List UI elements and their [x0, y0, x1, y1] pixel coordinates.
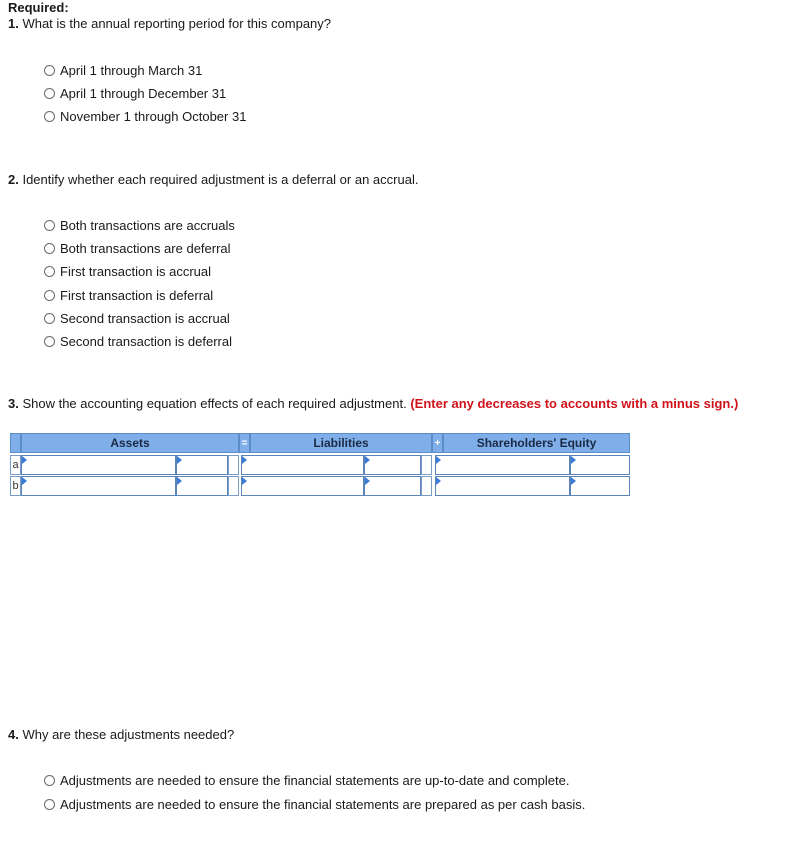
q1-option-2-label: April 1 through December 31 [60, 85, 227, 101]
plus-sign: + [432, 433, 443, 453]
row-label-header [10, 433, 21, 453]
dropdown-marker-icon [365, 456, 370, 464]
question-3-number: 3. [8, 396, 19, 411]
question-1-number: 1. [8, 16, 19, 31]
question-2 [8, 172, 418, 187]
assets-amount-input-b[interactable] [176, 476, 228, 496]
question-3 [8, 396, 738, 411]
equity-header: Shareholders' Equity [443, 433, 630, 453]
q2-option-2-label: Both transactions are deferral [60, 240, 231, 256]
dropdown-marker-icon [436, 456, 441, 464]
q4-option-1-label: Adjustments are needed to ensure the financial statements are up-to-date and complete. [60, 772, 570, 788]
radio-icon[interactable] [44, 111, 55, 122]
radio-icon[interactable] [44, 65, 55, 76]
dropdown-marker-icon [177, 477, 182, 485]
radio-icon[interactable] [44, 290, 55, 301]
q1-option-3[interactable] [44, 106, 246, 126]
assets-amount-input-a[interactable] [176, 455, 228, 475]
q1-option-3-label: November 1 through October 31 [60, 108, 247, 124]
required-heading: Required: [8, 0, 69, 15]
dropdown-marker-icon [242, 456, 247, 464]
row-label-b: b [10, 476, 21, 496]
radio-icon[interactable] [44, 313, 55, 324]
dropdown-marker-icon [436, 477, 441, 485]
q2-option-5-label: Second transaction is accrual [60, 310, 230, 326]
radio-icon[interactable] [44, 266, 55, 277]
radio-icon[interactable] [44, 775, 55, 786]
equals-sign: = [239, 433, 250, 453]
question-1 [8, 16, 331, 31]
radio-icon[interactable] [44, 336, 55, 347]
question-2-number: 2. [8, 172, 19, 187]
q4-option-2[interactable] [44, 794, 585, 814]
radio-icon[interactable] [44, 799, 55, 810]
dropdown-marker-icon [365, 477, 370, 485]
dropdown-marker-icon [571, 456, 576, 464]
radio-icon[interactable] [44, 243, 55, 254]
radio-icon[interactable] [44, 88, 55, 99]
dropdown-marker-icon [177, 456, 182, 464]
spacer [228, 476, 239, 496]
equity-amount-input-a[interactable] [570, 455, 630, 475]
radio-icon[interactable] [44, 220, 55, 231]
liabilities-amount-input-b[interactable] [364, 476, 421, 496]
q2-option-2[interactable] [44, 238, 231, 258]
question-1-text: What is the annual reporting period for this company? [18, 16, 332, 31]
q1-option-1-label: April 1 through March 31 [60, 62, 203, 78]
q2-option-1[interactable] [44, 215, 235, 235]
equity-amount-input-b[interactable] [570, 476, 630, 496]
spacer [421, 476, 432, 496]
equity-account-input-a[interactable] [435, 455, 570, 475]
q4-option-2-label: Adjustments are needed to ensure the financial statements are prepared as per cash basis. [60, 796, 586, 812]
q2-option-4[interactable] [44, 285, 213, 305]
assets-account-input-a[interactable] [21, 455, 176, 475]
q2-option-6-label: Second transaction is deferral [60, 333, 232, 349]
question-4 [8, 727, 234, 742]
question-2-text: Identify whether each required adjustment is a deferral or an accrual. [18, 172, 419, 187]
question-4-number: 4. [8, 727, 19, 742]
liabilities-account-input-a[interactable] [241, 455, 364, 475]
question-3-note: (Enter any decreases to accounts with a minus sign.) [410, 396, 739, 411]
q1-option-1[interactable] [44, 60, 202, 80]
question-3-text: Show the accounting equation effects of each required adjustment. [18, 396, 411, 411]
dropdown-marker-icon [22, 477, 27, 485]
q2-option-6[interactable] [44, 331, 232, 351]
spacer [421, 455, 432, 475]
q2-option-4-label: First transaction is deferral [60, 287, 214, 303]
spacer [228, 455, 239, 475]
q1-option-2[interactable] [44, 83, 226, 103]
q2-option-1-label: Both transactions are accruals [60, 217, 235, 233]
question-4-text: Why are these adjustments needed? [18, 727, 235, 742]
liabilities-header: Liabilities [250, 433, 432, 453]
liabilities-amount-input-a[interactable] [364, 455, 421, 475]
dropdown-marker-icon [22, 456, 27, 464]
assets-header: Assets [21, 433, 239, 453]
liabilities-account-input-b[interactable] [241, 476, 364, 496]
q2-option-3[interactable] [44, 261, 211, 281]
assets-account-input-b[interactable] [21, 476, 176, 496]
equity-account-input-b[interactable] [435, 476, 570, 496]
dropdown-marker-icon [242, 477, 247, 485]
row-label-a: a [10, 455, 21, 475]
dropdown-marker-icon [571, 477, 576, 485]
q4-option-1[interactable] [44, 770, 569, 790]
q2-option-3-label: First transaction is accrual [60, 263, 211, 279]
q2-option-5[interactable] [44, 308, 230, 328]
